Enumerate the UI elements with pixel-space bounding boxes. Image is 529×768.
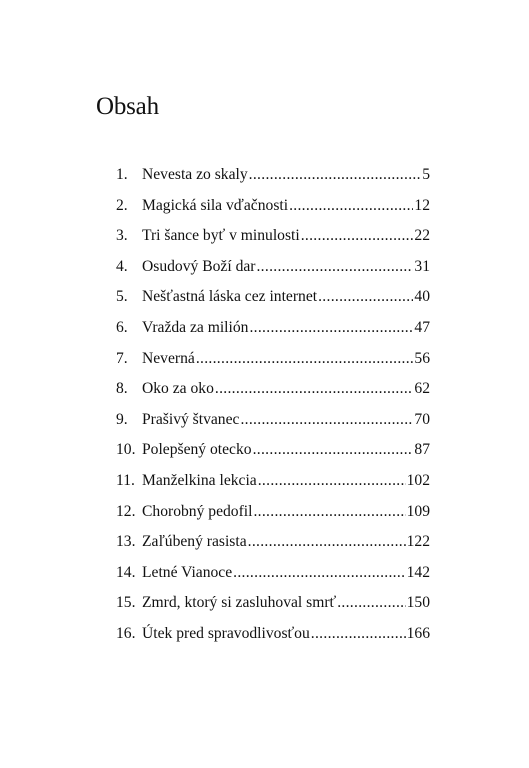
page-number: 122 xyxy=(406,533,430,551)
page-number: 109 xyxy=(406,502,430,520)
chapter-title: Chorobný pedofil xyxy=(142,502,253,520)
dot-leader xyxy=(233,562,405,584)
entry-number: 4. xyxy=(116,257,128,275)
page-number: 40 xyxy=(414,288,430,306)
entry-number: 9. xyxy=(116,410,128,428)
chapter-title: Polepšený otecko xyxy=(142,441,252,459)
entry-number: 12. xyxy=(116,502,136,520)
page-title: Obsah xyxy=(96,93,159,120)
toc-entry xyxy=(116,623,430,654)
page-number: 102 xyxy=(406,471,430,489)
toc-entry xyxy=(116,531,430,562)
page-number: 56 xyxy=(414,349,430,367)
chapter-title: Letné Vianoce xyxy=(142,563,233,581)
chapter-title: Útek pred spravodlivosťou xyxy=(142,624,310,642)
entry-number: 16. xyxy=(116,624,136,642)
entry-number: 10. xyxy=(116,441,136,459)
page-number: 62 xyxy=(414,380,430,398)
toc-entry xyxy=(116,439,430,470)
entry-number: 6. xyxy=(116,318,128,336)
page-number: 31 xyxy=(414,257,430,275)
chapter-title: Zmrd, ktorý si zasluhoval smrť xyxy=(142,594,337,612)
dot-leader xyxy=(253,439,414,461)
page-number: 142 xyxy=(406,563,430,581)
dot-leader xyxy=(253,501,405,523)
dot-leader xyxy=(249,164,422,186)
toc-entry xyxy=(116,195,430,226)
chapter-title: Nevesta zo skaly xyxy=(142,166,248,183)
entry-number: 15. xyxy=(116,594,136,612)
entry-number: 8. xyxy=(116,380,128,398)
chapter-title: Osudový Boží dar xyxy=(142,257,256,275)
toc-entry xyxy=(116,470,430,501)
dot-leader xyxy=(240,409,413,431)
page-number: 166 xyxy=(406,624,430,642)
dot-leader xyxy=(258,470,406,492)
page-number: 12 xyxy=(414,196,430,214)
toc-entry xyxy=(116,378,430,409)
entry-number: 1. xyxy=(116,166,128,183)
chapter-title: Neverná xyxy=(142,349,195,367)
chapter-title: Oko za oko xyxy=(142,380,214,398)
chapter-title: Manželkina lekcia xyxy=(142,471,257,489)
entry-number: 14. xyxy=(116,563,136,581)
chapter-title: Vražda za milión xyxy=(142,318,249,336)
chapter-title: Nešťastná láska cez internet xyxy=(142,288,318,306)
dot-leader xyxy=(311,623,406,645)
toc-entry xyxy=(116,225,430,256)
dot-leader xyxy=(215,378,414,400)
dot-leader xyxy=(248,531,406,553)
dot-leader xyxy=(289,195,413,217)
table-of-contents xyxy=(116,164,430,654)
dot-leader xyxy=(256,256,413,278)
entry-number: 2. xyxy=(116,196,128,214)
toc-entry xyxy=(116,501,430,532)
page-number: 70 xyxy=(414,410,430,428)
toc-entry xyxy=(116,286,430,317)
entry-number: 11. xyxy=(116,471,135,489)
entry-number: 3. xyxy=(116,227,128,245)
page-number: 22 xyxy=(414,227,430,245)
chapter-title: Prašivý štvanec xyxy=(142,410,240,428)
entry-number: 7. xyxy=(116,349,128,367)
toc-entry xyxy=(116,348,430,379)
page-number: 47 xyxy=(414,318,430,336)
toc-entry xyxy=(116,317,430,348)
toc-entry xyxy=(116,164,430,195)
toc-entry xyxy=(116,256,430,287)
chapter-title: Tri šance byť v minulosti xyxy=(142,227,300,245)
dot-leader xyxy=(196,348,414,370)
entry-number: 13. xyxy=(116,533,136,551)
toc-entry xyxy=(116,592,430,623)
dot-leader xyxy=(301,225,414,247)
toc-entry xyxy=(116,562,430,593)
page-number: 5 xyxy=(422,166,430,183)
chapter-title: Zaľúbený rasista xyxy=(142,533,247,551)
dot-leader xyxy=(318,286,413,308)
page-number: 87 xyxy=(414,441,430,459)
page-number: 150 xyxy=(406,594,430,612)
dot-leader xyxy=(337,592,405,614)
chapter-title: Magická sila vďačnosti xyxy=(142,196,289,214)
dot-leader xyxy=(249,317,413,339)
entry-number: 5. xyxy=(116,288,128,306)
toc-entry xyxy=(116,409,430,440)
